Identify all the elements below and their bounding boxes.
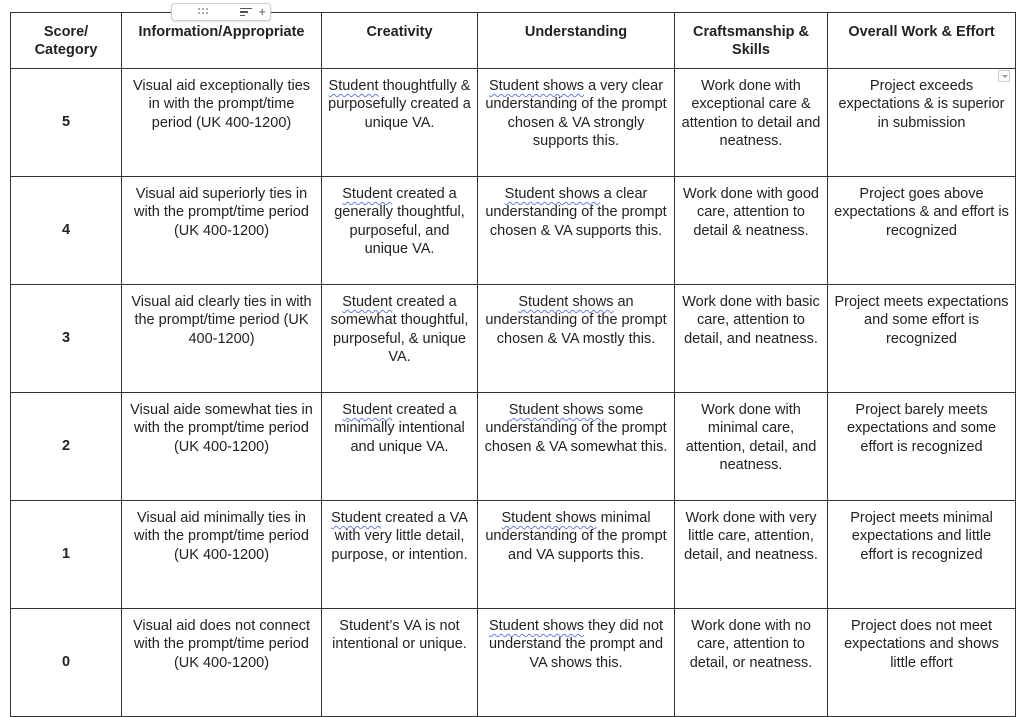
creativity-text: thoughtfully & purposefully created a unique VA. (328, 78, 471, 131)
craftsmanship-cell: Work done with exceptional care & attention to detail and neatness. (675, 69, 828, 177)
information-cell: Visual aid minimally ties in with the prompt/time period (UK 400-1200) (122, 501, 322, 609)
plus-icon[interactable]: + (258, 4, 266, 19)
overall-cell: Project exceeds expectations & is superior in submission (828, 69, 1016, 177)
craftsmanship-cell: Work done with good care, attention to detail & neatness. (675, 177, 828, 285)
understanding-text: an understanding of the prompt chosen & VA mostly this. (485, 294, 667, 347)
score-cell: 2 (11, 393, 122, 501)
information-cell: Visual aid exceptionally ties in with the prompt/time period (UK 400-1200) (122, 69, 322, 177)
spellcheck-word: Student shows (488, 618, 585, 634)
creativity-cell (322, 177, 478, 285)
spellcheck-word: Student (331, 510, 382, 526)
sort-icon[interactable] (240, 8, 252, 17)
spellcheck-word: Student (342, 402, 393, 418)
creativity-text: Student’s VA is not intentional or unique. (332, 618, 467, 653)
understanding-text: a clear understanding of the prompt chosen & VA supports this. (485, 186, 667, 239)
score-cell: 1 (11, 501, 122, 609)
understanding-cell (478, 177, 675, 285)
score-cell: 5 (11, 69, 122, 177)
spellcheck-word: Student shows (508, 402, 604, 418)
craftsmanship-cell: Work done with minimal care, attention, detail, and neatness. (675, 393, 828, 501)
creativity-cell (322, 501, 478, 609)
spellcheck-word: Student shows (518, 294, 614, 310)
table-row (11, 69, 1016, 177)
table-row (11, 285, 1016, 393)
table-toolbar (171, 3, 271, 21)
information-cell: Visual aid does not connect with the prompt/time period (UK 400-1200) (122, 609, 322, 717)
table-row (11, 177, 1016, 285)
creativity-cell (322, 69, 478, 177)
overall-cell: Project barely meets expectations and some effort is recognized (828, 393, 1016, 501)
understanding-text: some understanding of the prompt chosen & VA somewhat this. (484, 402, 668, 455)
rubric-table (10, 12, 1016, 717)
spellcheck-word: Student (342, 294, 393, 310)
understanding-cell (478, 69, 675, 177)
spellcheck-word: Student shows (501, 510, 597, 526)
creativity-cell (322, 285, 478, 393)
information-cell: Visual aide somewhat ties in with the prompt/time period (UK 400-1200) (122, 393, 322, 501)
creativity-text: created a VA with very little detail, purpose, or intention. (331, 510, 468, 563)
spellcheck-word: Student shows (504, 186, 600, 202)
score-cell: 0 (11, 609, 122, 717)
table-row (11, 393, 1016, 501)
cell-dropdown-icon[interactable] (998, 70, 1010, 82)
craftsmanship-cell: Work done with no care, attention to detail, or neatness. (675, 609, 828, 717)
creativity-cell (322, 609, 478, 717)
understanding-cell (478, 285, 675, 393)
understanding-text: they did not understand the prompt and VA shows this. (488, 618, 664, 671)
score-cell: 3 (11, 285, 122, 393)
understanding-cell (478, 501, 675, 609)
information-cell: Visual aid clearly ties in with the prompt/time period (UK 400-1200) (122, 285, 322, 393)
overall-cell: Project goes above expectations & and effort is recognized (828, 177, 1016, 285)
creativity-text: created a somewhat thoughtful, purposeful, & unique VA. (330, 294, 469, 365)
header-score-category: Score/ Category (11, 13, 122, 69)
creativity-text: created a minimally intentional and unique VA. (334, 402, 465, 455)
overall-cell: Project meets minimal expectations and little effort is recognized (828, 501, 1016, 609)
information-cell: Visual aid superiorly ties in with the prompt/time period (UK 400-1200) (122, 177, 322, 285)
header-understanding: Understanding (478, 13, 675, 69)
understanding-text: a very clear understanding of the prompt chosen & VA strongly supports this. (485, 78, 667, 149)
creativity-text: created a generally thoughtful, purposeful, and unique VA. (334, 186, 465, 257)
overall-cell: Project does not meet expectations and shows little effort (828, 609, 1016, 717)
understanding-text: minimal understanding of the prompt and VA supports this. (485, 510, 667, 563)
craftsmanship-cell: Work done with basic care, attention to detail, and neatness. (675, 285, 828, 393)
table-row (11, 609, 1016, 717)
understanding-cell (478, 609, 675, 717)
header-row (11, 13, 1016, 69)
score-cell: 4 (11, 177, 122, 285)
table-row (11, 501, 1016, 609)
creativity-cell (322, 393, 478, 501)
understanding-cell (478, 393, 675, 501)
drag-grip-icon[interactable] (198, 8, 210, 17)
spellcheck-word: Student shows (488, 78, 585, 94)
header-craftsmanship: Craftsmanship & Skills (675, 13, 828, 69)
header-information: Information/Appropriate (122, 13, 322, 69)
craftsmanship-cell: Work done with very little care, attention, detail, and neatness. (675, 501, 828, 609)
header-creativity: Creativity (322, 13, 478, 69)
overall-cell: Project meets expectations and some effort is recognized (828, 285, 1016, 393)
header-overall: Overall Work & Effort (828, 13, 1016, 69)
spellcheck-word: Student (328, 78, 379, 94)
spellcheck-word: Student (342, 186, 393, 202)
